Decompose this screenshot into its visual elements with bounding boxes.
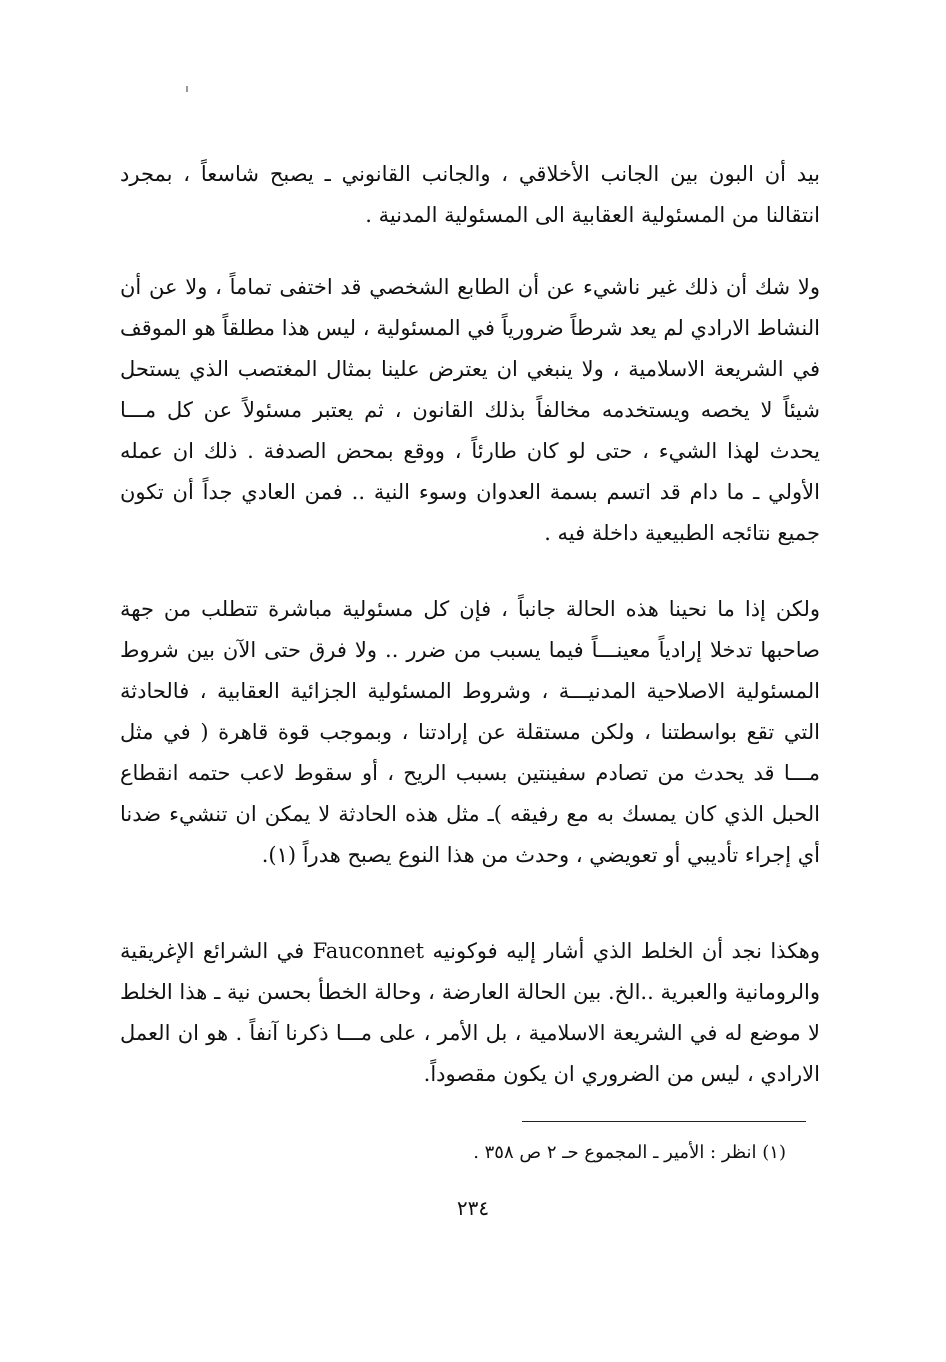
footnote: (١) انظر : الأمير ـ المجموع حـ ٢ ص ٣٥٨ . <box>473 1142 786 1163</box>
paragraph-2: ولا شك أن ذلك غير ناشيء عن أن الطابع الشخصي قد اختفى تماماً ، ولا عن أن النشاط الارادي لم يعد شرطاً ضرورياً في المسئولية ، ليس هذا مطلقاً هو الموقف في الشريعة الاسلامية ، ولا ينبغي ان يعترض علينا بمثال المغتصب الذي يستحل شيئاً لا يخصه ويستخدمه مخالفاً بذلك القانون ، ثم يعتبر مسئولاً عن كل مـــا يحدث لهذا الشيء ، حتى لو كان طارئاً ، ووقع بمحض الصدفة . ذلك ان عمله الأولي ـ ما دام قد اتسم بسمة العدوان وسوء النية .. فمن العادي جداً أن تكون جميع نتائجه الطبيعية داخلة فيه . <box>120 275 820 545</box>
paragraph-3: ولكن إذا ما نحينا هذه الحالة جانباً ، فإن كل مسئولية مباشرة تتطلب من جهة صاحبها تدخلا إرادياً معينـــاً فيما يسبب من ضرر .. ولا فرق حتى الآن بين شروط المسئولية الاصلاحية المدنيـــة ، وشروط المسئولية الجزائية العقابية ، فالحادثة التي تقع بواسطتنا ، ولكن مستقلة عن إرادتنا ، وبموجب قوة قاهرة ( في مثل مـــا قد يحدث من تصادم سفينتين بسبب الريح ، أو سقوط لاعب حتمه انقطاع الحبل الذي كان يمسك به مع رفيقه )ـ مثل هذه الحادثة لا يمكن ان تنشيء ضدنا أي إجراء تأديبي أو تعويضي ، وحدث من هذا النوع يصبح هدراً (١). <box>120 597 820 867</box>
footnote-separator <box>522 1121 806 1122</box>
paragraph-1: بيد أن البون بين الجانب الأخلاقي ، والجانب القانوني ـ يصبح شاسعاً ، بمجرد انتقالنا من المسئولية العقابية الى المسئولية المدنية . <box>120 162 820 227</box>
page-number: ٢٣٤ <box>456 1196 490 1220</box>
scan-speck <box>186 86 188 92</box>
paragraph-4: وهكذا نجد أن الخلط الذي أشار إليه فوكونيه Fauconnet في الشرائع الإغريقية والرومانية والعبرية ..الخ. بين الحالة العارضة ، وحالة الخطأ بحسن نية ـ هذا الخلط لا موضع له في الشريعة الاسلامية ، بل الأمر ، على مـــا ذكرنا آنفاً . هو ان العمل الارادي ، ليس من الضروري ان يكون مقصوداً. <box>120 939 821 1086</box>
